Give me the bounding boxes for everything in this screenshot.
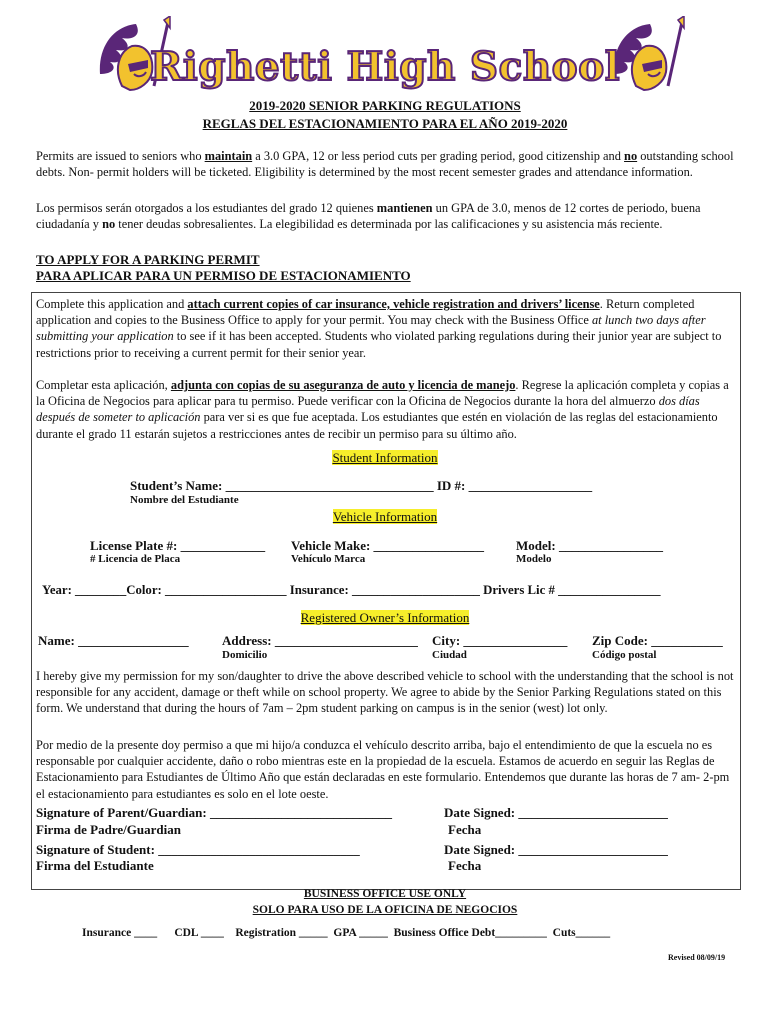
owner-address-field[interactable]: Address: ______________________ bbox=[222, 633, 418, 648]
parent-date-field[interactable]: Date Signed: _______________________ bbox=[444, 805, 668, 820]
title-spanish: REGLAS DEL ESTACIONAMIENTO PARA EL AÑO 2019-2020 bbox=[202, 116, 568, 131]
office-use-heading: BUSINESS OFFICE USE ONLY bbox=[303, 888, 467, 900]
owner-name-field[interactable]: Name: _________________ bbox=[38, 633, 189, 648]
eligibility-paragraph-english: Permits are issued to seniors who maintain a 3.0 GPA, 12 or less period cuts per grading period, good citizenship and no outstanding school debts. Non- permit holders will be ticketed. Eligibility is determined by the most recent semester grades and attendance information. bbox=[36, 149, 734, 180]
vehicle-make-field[interactable]: Vehicle Make: _________________ bbox=[291, 538, 485, 553]
revised-date: Revised 08/09/19 bbox=[668, 953, 726, 962]
owner-city-sublabel: Ciudad bbox=[432, 649, 467, 661]
vehicle-model-field[interactable]: Model: ________________ bbox=[516, 538, 663, 553]
parent-date-sublabel: Fecha bbox=[448, 822, 482, 837]
owner-zip-field[interactable]: Zip Code: ___________ bbox=[592, 633, 723, 648]
license-plate-sublabel: # Licencia de Placa bbox=[90, 553, 181, 565]
student-signature-sublabel: Firma del Estudiante bbox=[36, 858, 154, 873]
permission-paragraph-spanish: Por medio de la presente doy permiso a que mi hijo/a conduzca el vehículo descrito arriba, bajo el entendimiento de que la escuela no es responsable por cualquier accidente, daño o robo mientras este en la propiedad de la escuela. Estamos de acuerdo en seguir las Reglas de Estacionamiento para Estudiantes de Último Año que están declaradas en este formulario. Entendemos que durante las horas de 7 am- 2-pm el estacionamiento para estudiantes es solo en el lote oeste. bbox=[36, 738, 730, 801]
student-date-sublabel: Fecha bbox=[448, 858, 482, 873]
vehicle-info-heading: Vehicle Information bbox=[332, 509, 438, 524]
student-info-heading: Student Information bbox=[332, 450, 438, 465]
owner-info-heading: Registered Owner’s Information bbox=[300, 610, 470, 625]
parent-signature-field[interactable]: Signature of Parent/Guardian: ____________________________ bbox=[36, 805, 392, 820]
school-name: Righetti High School bbox=[149, 44, 621, 90]
title-english: 2019-2020 SENIOR PARKING REGULATIONS bbox=[249, 98, 521, 113]
eligibility-paragraph-spanish: Los permisos serán otorgados a los estudiantes del grado 12 quienes mantienen un GPA de 3.0, menos de 12 cortes de periodo, buena ciudadanía y no tener deudas sobresalientes. La elegibilidad es determinada por las calificaciones y su asistencia más reciente. bbox=[36, 201, 701, 232]
student-name-field[interactable]: Student’s Name: ________________________________ ID #: ___________________ bbox=[130, 478, 593, 493]
student-date-field[interactable]: Date Signed: _______________________ bbox=[444, 842, 668, 857]
apply-heading-spanish: PARA APLICAR PARA UN PERMISO DE ESTACIONAMIENTO bbox=[36, 268, 411, 283]
instructions-paragraph-spanish: Completar esta aplicación, adjunta con copias de su aseguranza de auto y licencia de manejo. Regrese la aplicación completa y copias a la Oficina de Negocios para aplicar para tu permiso. Puede verificar con la Oficina de Negocios durante la hora del almuerzo dos días después de someter to aplicación para ver si es que fue aceptada. Los estudiantes que estén en violación de las reglas del estacionamiento durante el grado 11 estarán sujetos a restricciones antes de recibir un permiso para su último año. bbox=[36, 378, 729, 441]
student-signature-field[interactable]: Signature of Student: _______________________________ bbox=[36, 842, 360, 857]
apply-heading-english: TO APPLY FOR A PARKING PERMIT bbox=[36, 252, 260, 267]
office-use-heading-spanish: SOLO PARA USO DE LA OFICINA DE NEGOCIOS bbox=[252, 904, 518, 916]
instructions-paragraph-english: Complete this application and attach current copies of car insurance, vehicle registration and drivers’ license. Return completed application and copies to the Business Office to apply for your permit. You may check with the Business Office at lunch two days after submitting your application to see if it has been accepted. Students who violated parking regulations during their junior year are subject to restrictions prior to receiving a current permit for their senior year. bbox=[36, 297, 722, 360]
owner-city-field[interactable]: City: ________________ bbox=[432, 633, 568, 648]
license-plate-field[interactable]: License Plate #: _____________ bbox=[90, 538, 266, 553]
vehicle-details-row[interactable]: Year: ________Color: ___________________ Insurance: ____________________ Drivers Lic # ________________ bbox=[42, 583, 661, 597]
owner-address-sublabel: Domicilio bbox=[222, 649, 268, 661]
vehicle-model-sublabel: Modelo bbox=[516, 553, 552, 565]
parent-signature-sublabel: Firma de Padre/Guardian bbox=[36, 822, 181, 837]
student-name-sublabel: Nombre del Estudiante bbox=[130, 494, 239, 506]
office-use-fields[interactable]: Insurance ____ CDL ____ Registration _____ GPA _____ Business Office Debt_________ Cuts______ bbox=[82, 927, 611, 939]
owner-zip-sublabel: Código postal bbox=[592, 649, 657, 661]
vehicle-make-sublabel: Vehículo Marca bbox=[291, 553, 366, 565]
permission-paragraph-english: I hereby give my permission for my son/daughter to drive the above described vehicle to school with the understanding that the school is not responsible for any accident, damage or theft while on school property. We agree to abide by the Senior Parking Regulations stated on this form. We understand that during the hours of 7am – 2pm student parking on campus is in the senior (west) lot only. bbox=[36, 669, 734, 716]
